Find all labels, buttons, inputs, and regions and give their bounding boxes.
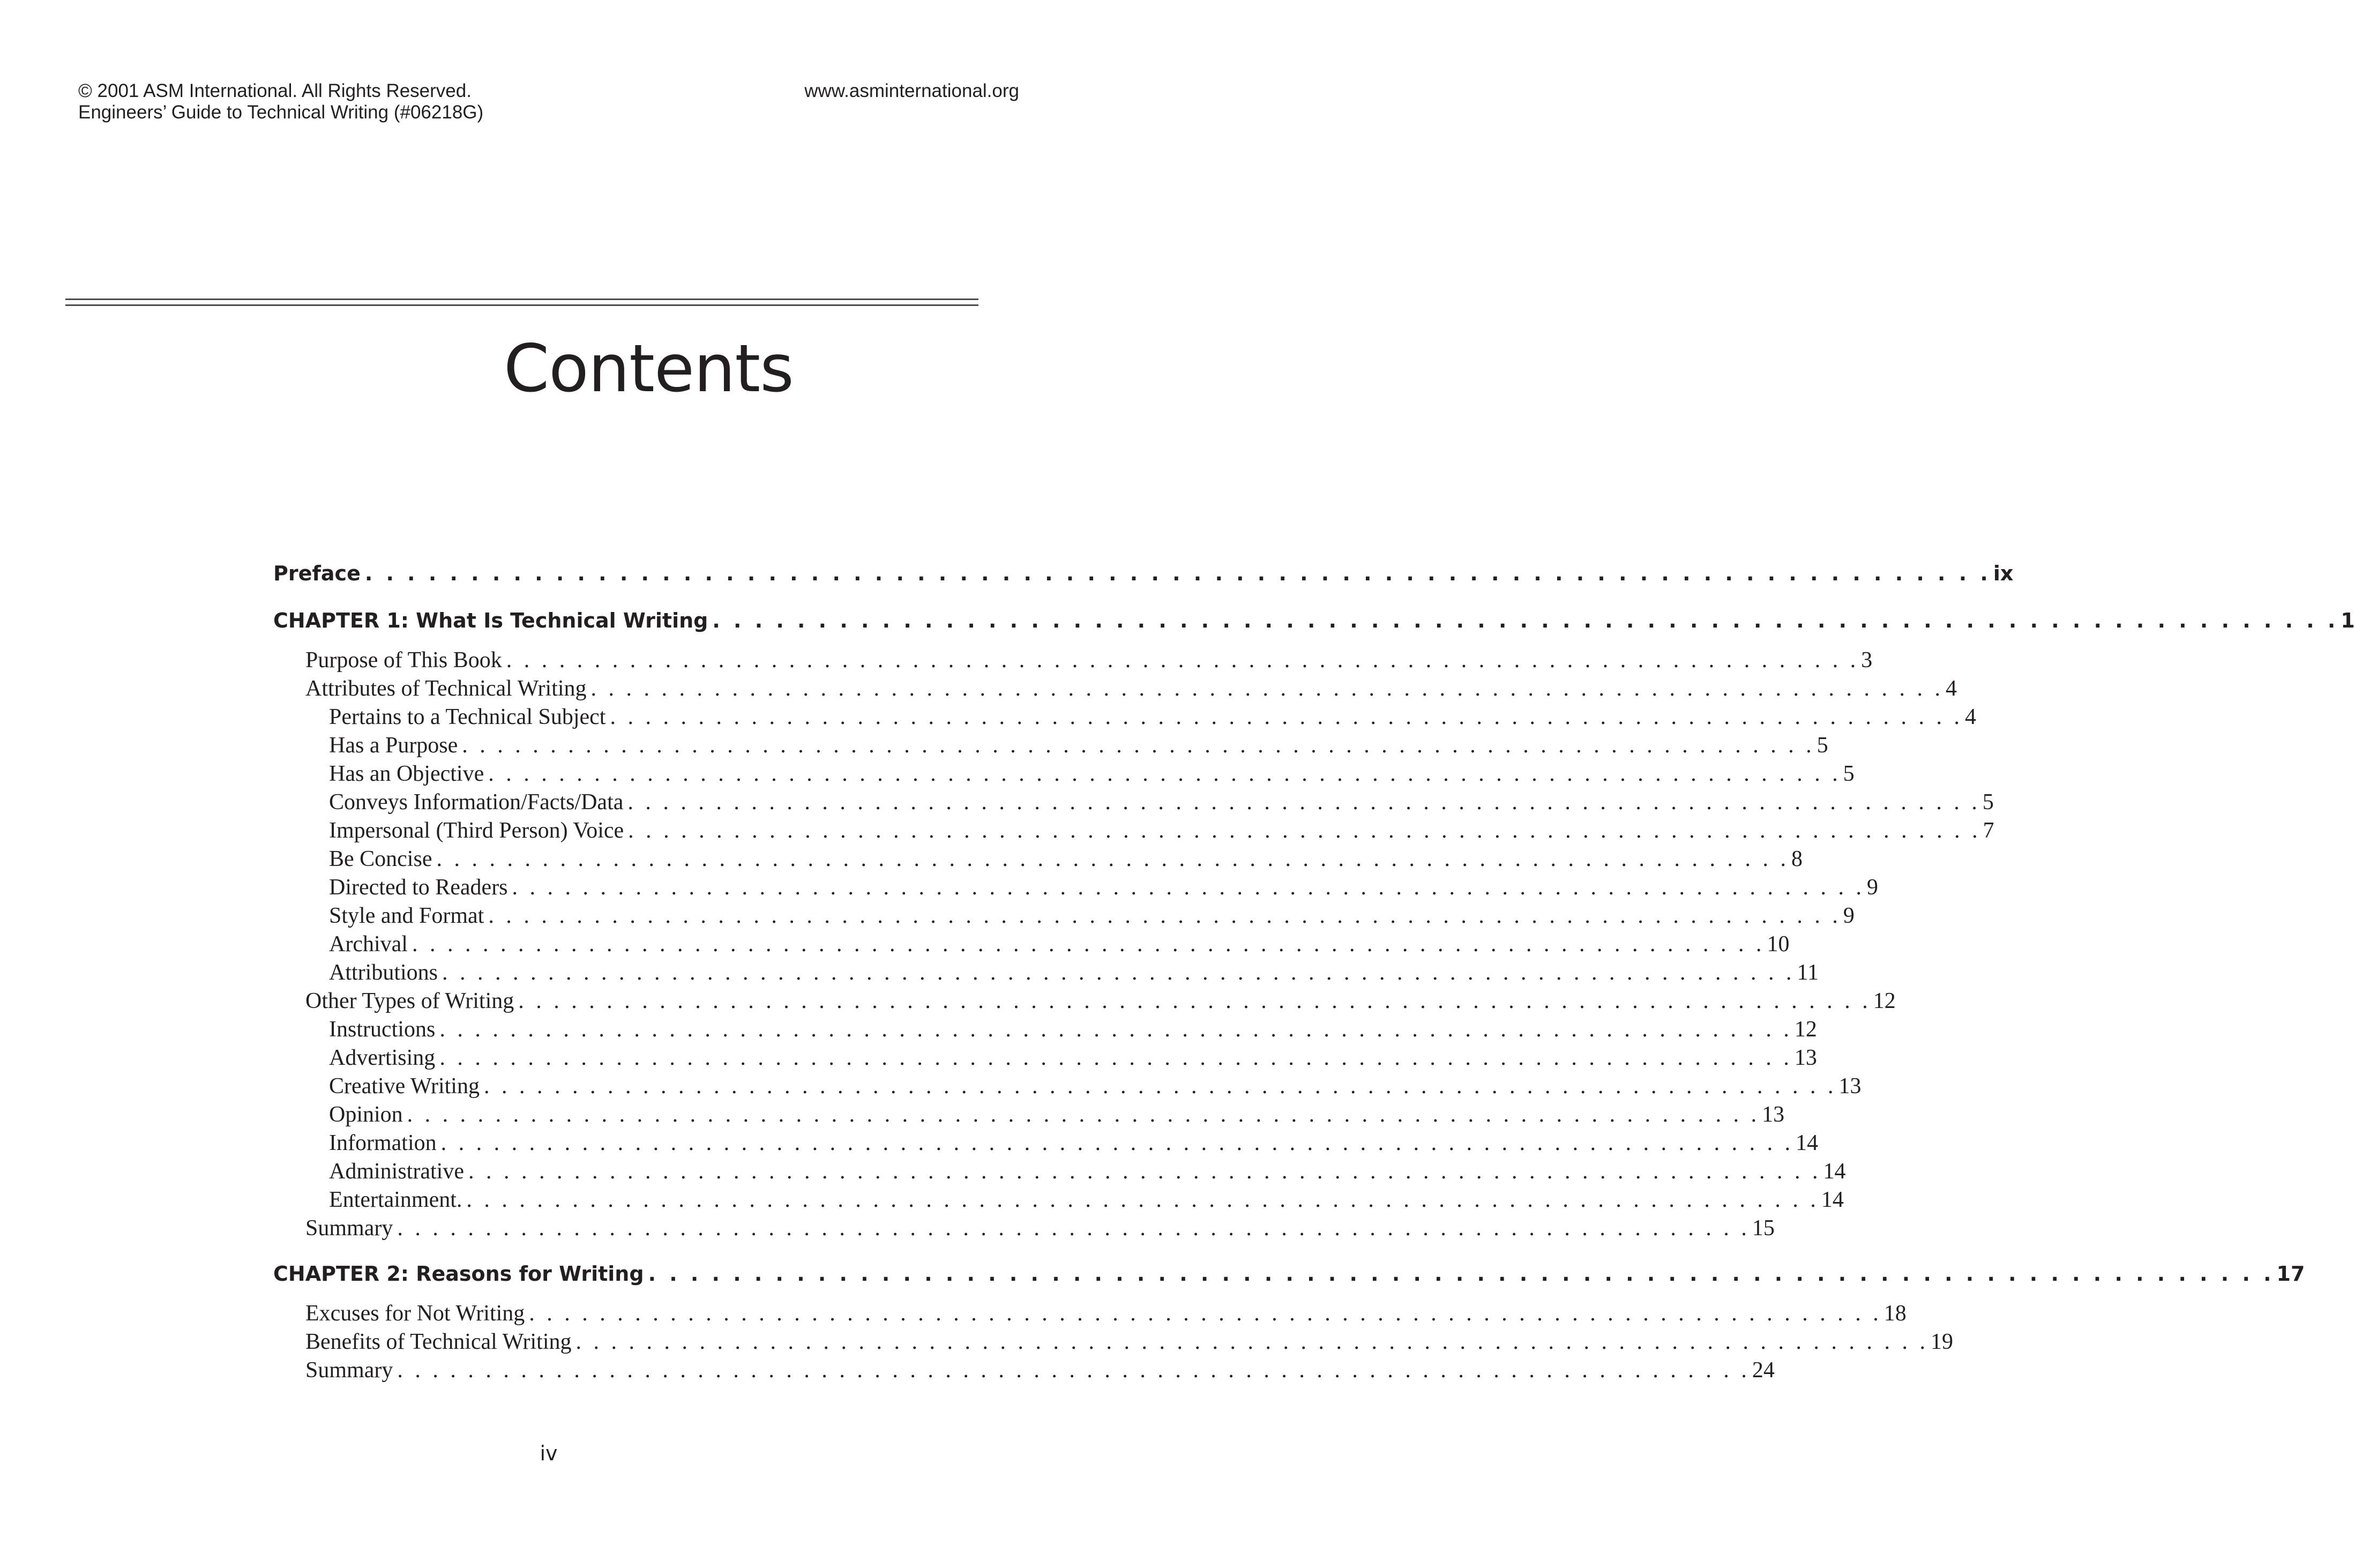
- toc-entry-title: Impersonal (Third Person) Voice: [329, 818, 624, 843]
- toc-chapter-entry[interactable]: [273, 604, 2355, 637]
- toc-entry-page: 5: [1982, 790, 1994, 815]
- toc-entry[interactable]: [273, 703, 1976, 731]
- toc-entry-title: Has a Purpose: [329, 733, 458, 758]
- toc-entry-page: 15: [1752, 1216, 1775, 1241]
- toc-entry[interactable]: [273, 930, 1790, 959]
- toc-dot-leader: . . . . . . . . . . . . . . . . . . . . . . . . . . . . . . . . . . . . . . . . . . . . . . . . . . . . . . . . . . . . . . . . . . . . . . . . . . . . .: [468, 1159, 1821, 1184]
- toc-entry[interactable]: [273, 1072, 1861, 1101]
- toc-entry[interactable]: [273, 1129, 1819, 1158]
- toc-dot-leader: . . . . . . . . . . . . . . . . . . . . . . . . . . . . . . . . . . . . . . . . . . . . . . . . . . . . . . . . . . . . . . . . . . . . . . . . . . . . .: [397, 1216, 1750, 1241]
- toc-entry-title: Summary: [305, 1216, 393, 1241]
- toc-entry[interactable]: [273, 1044, 1817, 1072]
- toc-entry-title: Information: [329, 1131, 437, 1155]
- toc-entry-title: Excuses for Not Writing: [305, 1301, 525, 1326]
- toc-entry-page: 17: [2276, 1262, 2305, 1286]
- toc-dot-leader: . . . . . . . . . . . . . . . . . . . . . . . . . . . . . . . . . . . . . . . . . . . . . . . . . . . . . . . . . . . . . . . . . . . . . . . . . . . . .: [518, 989, 1871, 1013]
- toc-entry[interactable]: [273, 731, 1828, 760]
- toc-dot-leader: . . . . . . . . . . . . . . . . . . . . . . . . . . . . . . . . . . . . . . . . . . . . . . . . . . . . . . . . . . . . . . . . . . . . . . . . . . . . .: [627, 790, 1980, 815]
- toc-entry[interactable]: [273, 817, 1994, 845]
- toc-dot-leader: . . . . . . . . . . . . . . . . . . . . . . . . . . . . . . . . . . . . . . . . . . . . . . . . . . . . . . . . . . . . . . . . . . . . . . . . . . . . .: [512, 875, 1865, 900]
- toc-entry-title: Summary: [305, 1358, 393, 1383]
- toc-entry-title: Entertainment.: [329, 1188, 462, 1212]
- toc-dot-leader: . . . . . . . . . . . . . . . . . . . . . . . . . . . . . . . . . . . . . . . . . . . . . . . . . . . . . . . . . . . . . . . . . . . . . . . . . . . . .: [506, 648, 1859, 673]
- toc-entry[interactable]: [273, 1158, 1846, 1186]
- toc-entry-title: Purpose of This Book: [305, 648, 502, 673]
- toc-entry[interactable]: [273, 788, 1994, 817]
- toc-entry-title: CHAPTER 2: Reasons for Writing: [273, 1262, 644, 1286]
- toc-dot-leader: . . . . . . . . . . . . . . . . . . . . . . . . . . . . . . . . . . . . . . . . . . . . . . . . . . . . . . . . . . . . . . . . . . . . . . . . . . . . .: [466, 1188, 1819, 1212]
- toc-dot-leader: . . . . . . . . . . . . . . . . . . . . . . . . . . . . . . . . . . . . . . . . . . . . . . . . . . . . . . . . . . . . . . . . . . . . . . . . . . . . .: [439, 1017, 1792, 1042]
- toc-chapter-entry[interactable]: [273, 557, 2014, 589]
- toc-dot-leader: . . . . . . . . . . . . . . . . . . . . . . . . . . . . . . . . . . . . . . . . . . . . . . . . . . . . . . . . . . . . . . . . . . . . . . . . . . . . .: [364, 562, 1991, 585]
- toc-dot-leader: . . . . . . . . . . . . . . . . . . . . . . . . . . . . . . . . . . . . . . . . . . . . . . . . . . . . . . . . . . . . . . . . . . . . . . . . . . . . .: [488, 904, 1841, 928]
- toc-dot-leader: . . . . . . . . . . . . . . . . . . . . . . . . . . . . . . . . . . . . . . . . . . . . . . . . . . . . . . . . . . . . . . . . . . . . . . . . . . . . .: [648, 1262, 2275, 1286]
- toc-dot-leader: . . . . . . . . . . . . . . . . . . . . . . . . . . . . . . . . . . . . . . . . . . . . . . . . . . . . . . . . . . . . . . . . . . . . . . . . . . . . .: [488, 761, 1841, 786]
- toc-entry[interactable]: [273, 959, 1819, 987]
- toc-dot-leader: . . . . . . . . . . . . . . . . . . . . . . . . . . . . . . . . . . . . . . . . . . . . . . . . . . . . . . . . . . . . . . . . . . . . . . . . . . . . .: [397, 1358, 1750, 1383]
- toc-entry-title: Be Concise: [329, 847, 432, 871]
- toc-entry-page: 4: [1946, 676, 1957, 701]
- toc-entry[interactable]: [273, 1101, 1785, 1129]
- toc-entry[interactable]: [273, 1186, 1844, 1214]
- toc-dot-leader: . . . . . . . . . . . . . . . . . . . . . . . . . . . . . . . . . . . . . . . . . . . . . . . . . . . . . . . . . . . . . . . . . . . . . . . . . . . . .: [439, 1046, 1792, 1070]
- toc-dot-leader: . . . . . . . . . . . . . . . . . . . . . . . . . . . . . . . . . . . . . . . . . . . . . . . . . . . . . . . . . . . . . . . . . . . . . . . . . . . . .: [529, 1301, 1882, 1326]
- toc-entry-page: 5: [1843, 761, 1855, 786]
- toc-entry-page: 13: [1794, 1046, 1817, 1070]
- toc-entry-title: Style and Format: [329, 904, 484, 928]
- toc-entry-title: Preface: [273, 562, 361, 585]
- toc-entry-title: Administrative: [329, 1159, 464, 1184]
- toc-entry-page: 9: [1867, 875, 1879, 900]
- toc-entry[interactable]: [273, 646, 1873, 675]
- toc-entry-title: Archival: [329, 932, 408, 957]
- toc-dot-leader: . . . . . . . . . . . . . . . . . . . . . . . . . . . . . . . . . . . . . . . . . . . . . . . . . . . . . . . . . . . . . . . . . . . . . . . . . . . . .: [436, 847, 1789, 871]
- toc-entry-title: Directed to Readers: [329, 875, 508, 900]
- toc-entry[interactable]: [273, 902, 1855, 930]
- toc-dot-leader: . . . . . . . . . . . . . . . . . . . . . . . . . . . . . . . . . . . . . . . . . . . . . . . . . . . . . . . . . . . . . . . . . . . . . . . . . . . . .: [575, 1330, 1929, 1354]
- toc-entry-title: Has an Objective: [329, 761, 484, 786]
- toc-entry-title: Creative Writing: [329, 1074, 480, 1099]
- toc-entry-page: 7: [1983, 818, 1994, 843]
- toc-dot-leader: . . . . . . . . . . . . . . . . . . . . . . . . . . . . . . . . . . . . . . . . . . . . . . . . . . . . . . . . . . . . . . . . . . . . . . . . . . . . .: [590, 676, 1944, 701]
- toc-entry[interactable]: [273, 1328, 1954, 1356]
- toc-entry-page: 1: [2341, 609, 2355, 632]
- toc-entry-page: 5: [1816, 733, 1828, 758]
- toc-entry[interactable]: [273, 987, 1896, 1016]
- toc-entry-title: Benefits of Technical Writing: [305, 1330, 572, 1354]
- toc-entry[interactable]: [273, 1356, 1775, 1385]
- toc-entry-page: 19: [1931, 1330, 1954, 1354]
- toc-entry-title: Conveys Information/Facts/Data: [329, 790, 624, 815]
- toc-entry-page: 18: [1883, 1301, 1907, 1326]
- toc-entry-title: Attributes of Technical Writing: [305, 676, 587, 701]
- toc-entry[interactable]: [273, 845, 1803, 873]
- book-title-line: Engineers’ Guide to Technical Writing (#06218G): [78, 102, 484, 123]
- toc-entry-page: 12: [1794, 1017, 1817, 1042]
- website-url[interactable]: www.asminternational.org: [804, 80, 1019, 101]
- toc-entry[interactable]: [273, 873, 1879, 902]
- page-header-left: [78, 80, 483, 123]
- toc-entry-page: 14: [1821, 1188, 1844, 1212]
- toc-entry-page: 24: [1752, 1358, 1775, 1383]
- toc-entry[interactable]: [273, 675, 1957, 703]
- toc-entry-page: 14: [1823, 1159, 1846, 1184]
- copyright-notice: © 2001 ASM International. All Rights Reserved.: [78, 80, 472, 101]
- title-rule-top: [65, 298, 978, 300]
- toc-entry-page: 13: [1762, 1102, 1785, 1127]
- toc-entry-page: 13: [1838, 1074, 1861, 1099]
- toc-entry-title: Instructions: [329, 1017, 436, 1042]
- toc-entry-title: Other Types of Writing: [305, 989, 514, 1013]
- toc-dot-leader: . . . . . . . . . . . . . . . . . . . . . . . . . . . . . . . . . . . . . . . . . . . . . . . . . . . . . . . . . . . . . . . . . . . . . . . . . . . . .: [440, 1131, 1794, 1155]
- toc-entry[interactable]: [273, 1300, 1907, 1328]
- toc-dot-leader: . . . . . . . . . . . . . . . . . . . . . . . . . . . . . . . . . . . . . . . . . . . . . . . . . . . . . . . . . . . . . . . . . . . . . . . . . . . . .: [610, 705, 1963, 729]
- toc-entry-page: 4: [1964, 705, 1976, 729]
- toc-entry[interactable]: [273, 1214, 1775, 1243]
- toc-entry[interactable]: [273, 760, 1855, 788]
- toc-entry-page: 11: [1797, 960, 1819, 985]
- page-number: iv: [540, 1442, 558, 1465]
- toc-dot-leader: . . . . . . . . . . . . . . . . . . . . . . . . . . . . . . . . . . . . . . . . . . . . . . . . . . . . . . . . . . . . . . . . . . . . . . . . . . . . .: [483, 1074, 1837, 1099]
- toc-entry-title: Pertains to a Technical Subject: [329, 705, 606, 729]
- toc-entry-page: 8: [1791, 847, 1803, 871]
- toc-entry-page: 9: [1843, 904, 1855, 928]
- toc-entry-page: 3: [1861, 648, 1873, 673]
- toc-entry-page: 10: [1767, 932, 1790, 957]
- toc-entry[interactable]: [273, 1016, 1817, 1044]
- toc-dot-leader: . . . . . . . . . . . . . . . . . . . . . . . . . . . . . . . . . . . . . . . . . . . . . . . . . . . . . . . . . . . . . . . . . . . . . . . . . . . . .: [462, 733, 1815, 758]
- toc-dot-leader: . . . . . . . . . . . . . . . . . . . . . . . . . . . . . . . . . . . . . . . . . . . . . . . . . . . . . . . . . . . . . . . . . . . . . . . . . . . . .: [412, 932, 1765, 957]
- toc-entry-title: Attributions: [329, 960, 438, 985]
- toc-dot-leader: . . . . . . . . . . . . . . . . . . . . . . . . . . . . . . . . . . . . . . . . . . . . . . . . . . . . . . . . . . . . . . . . . . . . . . . . . . . . .: [712, 609, 2339, 632]
- toc-dot-leader: . . . . . . . . . . . . . . . . . . . . . . . . . . . . . . . . . . . . . . . . . . . . . . . . . . . . . . . . . . . . . . . . . . . . . . . . . . . . .: [407, 1102, 1760, 1127]
- title-rule-bottom: [65, 304, 978, 306]
- toc-entry-title: Opinion: [329, 1102, 403, 1127]
- toc-entry-page: 12: [1873, 989, 1896, 1013]
- toc-entry-title: CHAPTER 1: What Is Technical Writing: [273, 609, 708, 632]
- toc-chapter-entry[interactable]: [273, 1258, 2305, 1290]
- toc-dot-leader: . . . . . . . . . . . . . . . . . . . . . . . . . . . . . . . . . . . . . . . . . . . . . . . . . . . . . . . . . . . . . . . . . . . . . . . . . . . . .: [442, 960, 1795, 985]
- table-of-contents: [273, 557, 2355, 1385]
- toc-dot-leader: . . . . . . . . . . . . . . . . . . . . . . . . . . . . . . . . . . . . . . . . . . . . . . . . . . . . . . . . . . . . . . . . . . . . . . . . . . . . .: [628, 818, 1981, 843]
- toc-entry-title: Advertising: [329, 1046, 436, 1070]
- page-title: Contents: [504, 331, 794, 407]
- toc-entry-page: ix: [1993, 562, 2014, 585]
- toc-entry-page: 14: [1796, 1131, 1819, 1155]
